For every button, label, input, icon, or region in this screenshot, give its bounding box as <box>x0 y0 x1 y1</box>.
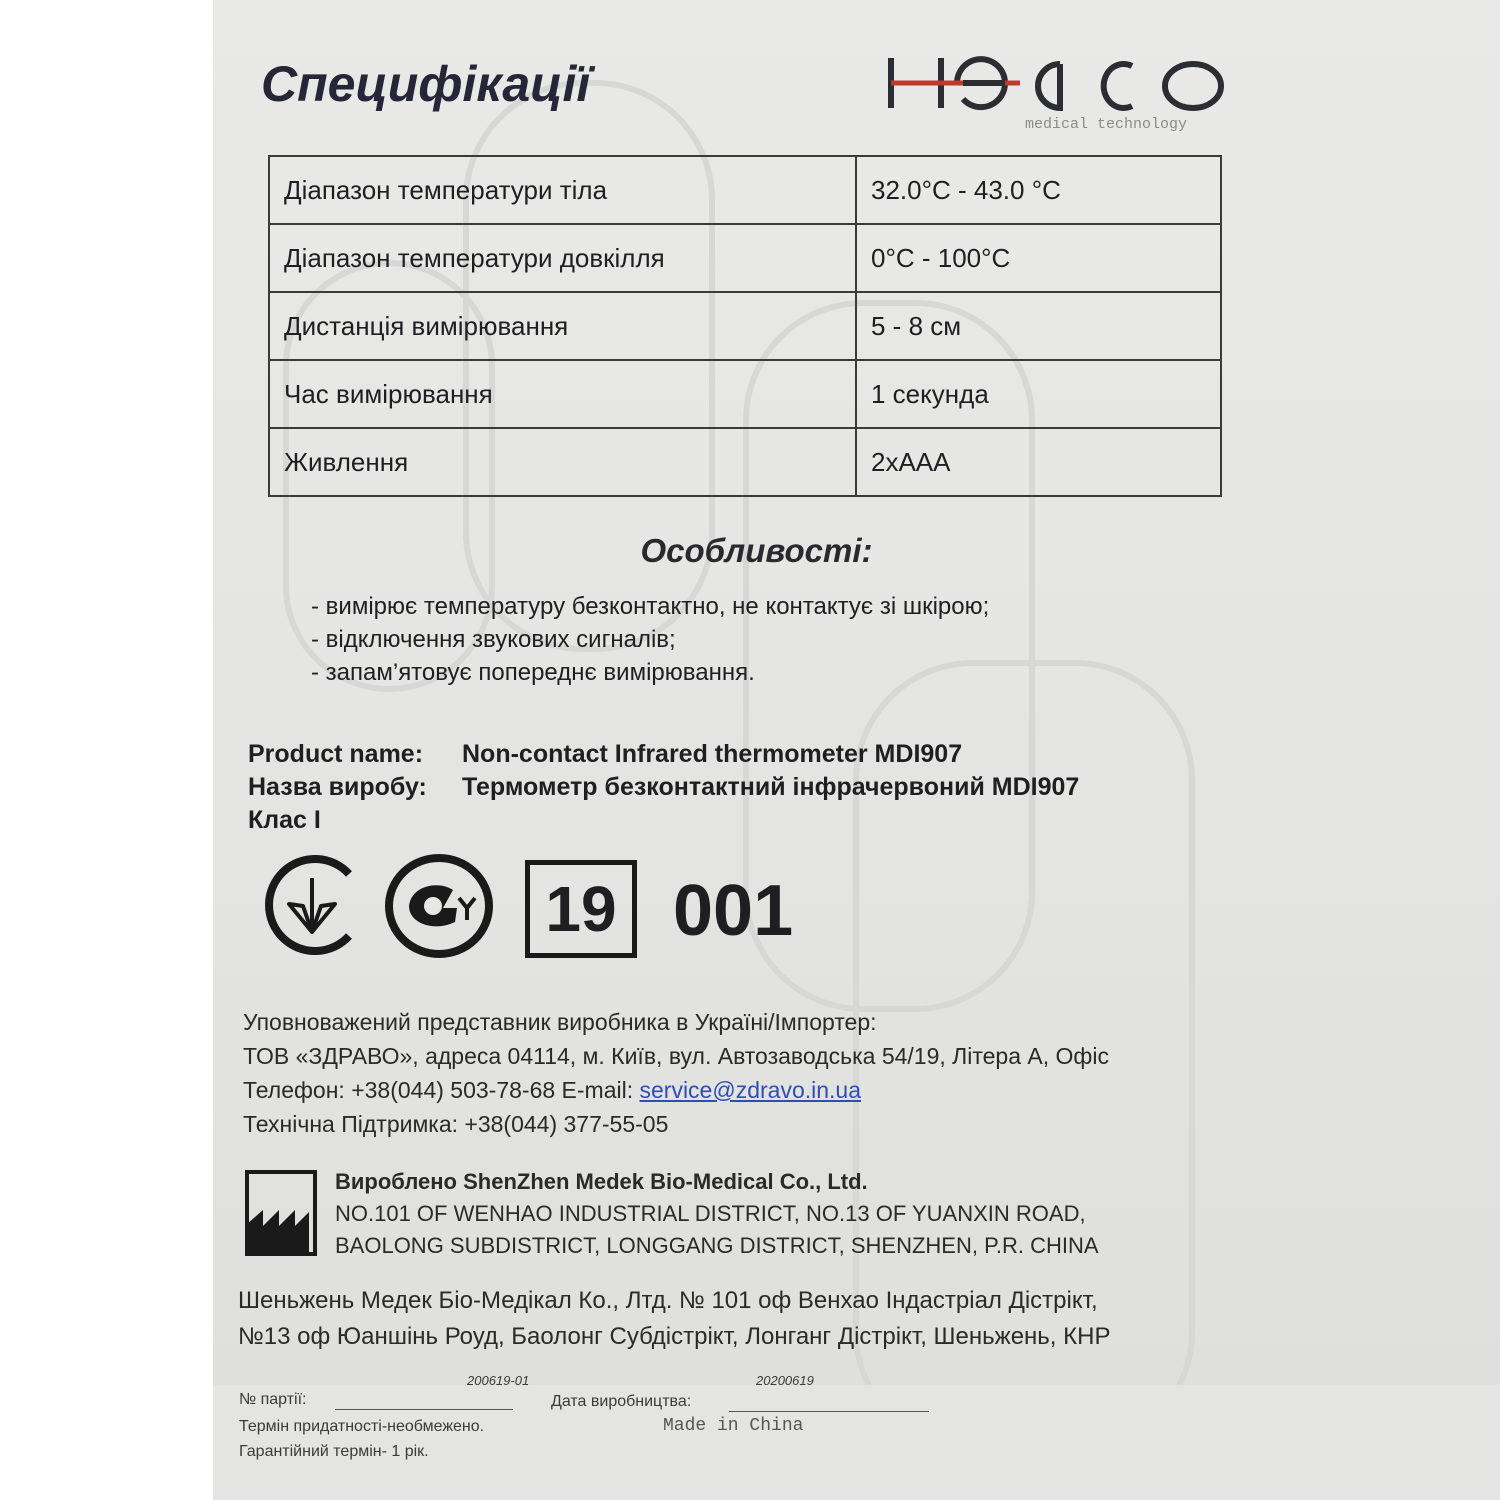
table-row <box>269 292 1221 360</box>
manufacturer-info-ua <box>238 1283 1110 1355</box>
list-item: - відключення звукових сигналів; <box>311 626 676 653</box>
importer-email-link[interactable]: service@zdravo.in.ua <box>639 1077 861 1103</box>
logo-tagline: medical technology <box>1025 116 1188 133</box>
footer-area <box>213 1373 1500 1500</box>
importer-support: Технічна Підтримка: +38(044) 377-55-05 <box>243 1111 669 1137</box>
batch-label: № партії: <box>239 1391 307 1408</box>
production-date-label: Дата виробництва: <box>551 1393 692 1410</box>
gost-r-mark-icon <box>383 852 495 960</box>
date-underline <box>729 1411 929 1412</box>
list-item: - запам’ятовує попереднє вимірювання. <box>311 659 755 686</box>
manufacturer-address-ua: Шеньжень Медек Біо-Медікал Ко., Лтд. № 101 оф Венхао Індастріал Дістрікт, <box>238 1287 1098 1314</box>
spec-label: Живлення <box>269 428 856 496</box>
label-sheet <box>213 0 1500 1500</box>
page-title: Специфікації <box>261 56 591 112</box>
manufacturer-info <box>335 1166 1099 1262</box>
table-row <box>269 428 1221 496</box>
manufacturer-address: BAOLONG SUBDISTRICT, LONGGANG DISTRICT, SHENZHEN, P.R. CHINA <box>335 1233 1099 1258</box>
spec-value: 32.0°C - 43.0 °C <box>856 156 1221 224</box>
shelf-life: Термін придатності-необмежено. <box>239 1418 485 1435</box>
spec-table <box>268 155 1222 497</box>
table-row <box>269 224 1221 292</box>
importer-address: ТОВ «ЗДРАВО», адреса 04114, м. Київ, вул. Автозаводська 54/19, Літера А, Офіс <box>243 1043 1109 1069</box>
warranty: Гарантійний термін- 1 рік. <box>239 1443 429 1460</box>
table-row <box>269 360 1221 428</box>
importer-line: Уповноважений представник виробника в Україні/Імпортер: <box>243 1009 877 1035</box>
certificate-box-number: 19 <box>525 860 637 958</box>
list-item: - вимірює температуру безконтактно, не контактує зі шкірою; <box>311 593 990 620</box>
importer-info <box>243 1005 1109 1141</box>
spec-value: 2xAAA <box>856 428 1221 496</box>
features-list <box>311 590 989 689</box>
made-in-stamp: Made in China <box>663 1416 804 1436</box>
spec-label: Діапазон температури довкілля <box>269 224 856 292</box>
product-name-ua: Термометр безконтактний інфрачервоний MDI907 <box>462 773 1080 801</box>
factory-icon <box>243 1168 319 1258</box>
batch-underline <box>335 1409 513 1410</box>
manufacturer-name: Вироблено ShenZhen Medek Bio-Medical Co., Ltd. <box>335 1169 868 1194</box>
importer-phone: Телефон: +38(044) 503-78-68 E-mail: <box>243 1077 640 1103</box>
spec-value: 0°C - 100°C <box>856 224 1221 292</box>
spec-label: Дистанція вимірювання <box>269 292 856 360</box>
product-info <box>248 738 1079 837</box>
ukrainian-conformity-mark-icon <box>259 852 365 958</box>
product-name-label-en: Product name: <box>248 740 424 768</box>
features-heading: Особливості: <box>640 532 873 569</box>
production-date-value: 20200619 <box>756 1373 814 1388</box>
certificate-code: 001 <box>673 871 794 951</box>
manufacturer-address: NO.101 OF WENHAO INDUSTRIAL DISTRICT, NO.13 OF YUANXIN ROAD, <box>335 1201 1086 1226</box>
spec-label: Час вимірювання <box>269 360 856 428</box>
spec-value: 1 секунда <box>856 360 1221 428</box>
spec-label: Діапазон температури тіла <box>269 156 856 224</box>
product-name-en: Non-contact Infrared thermometer MDI907 <box>462 740 963 768</box>
product-class: Клас I <box>248 806 321 834</box>
product-name-label-ua: Назва виробу: <box>248 773 427 801</box>
manufacturer-address-ua: №13 оф Юаншінь Роуд, Баолонг Субдістрікт, Лонганг Дістрікт, Шеньжень, КНР <box>238 1323 1111 1350</box>
spec-value: 5 - 8 см <box>856 292 1221 360</box>
batch-value: 200619-01 <box>467 1373 530 1388</box>
table-row <box>269 156 1221 224</box>
